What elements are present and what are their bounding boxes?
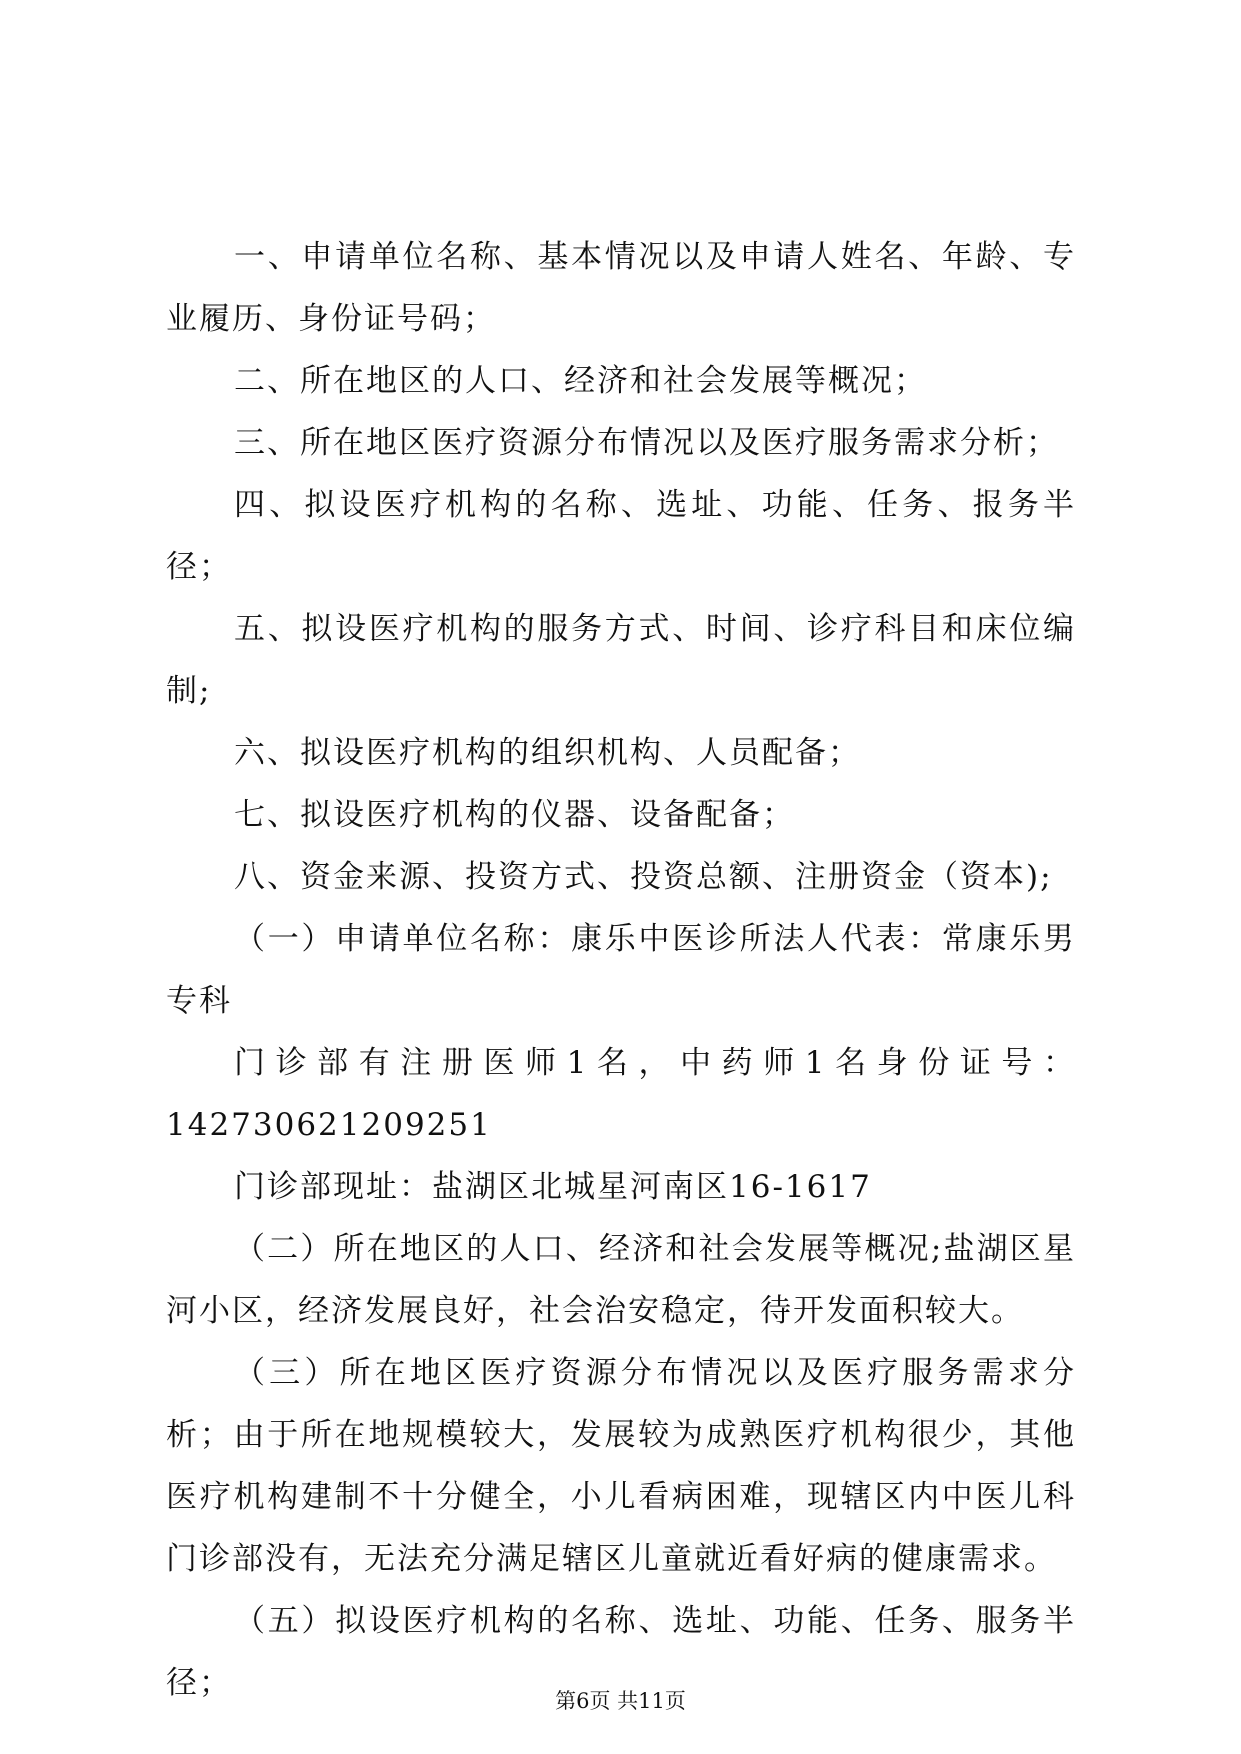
paragraph-12: （二）所在地区的人口、经济和社会发展等概况;盐湖区星河小区，经济发展良好，社会治安稳定，待开发面积较大。 — [166, 1231, 1076, 1329]
paragraph-10: 门诊部有注册医师1名，中药师1名身份证号：142730621209251 — [166, 1045, 1076, 1143]
paragraph-7: 七、拟设医疗机构的仪器、设备配备； — [234, 797, 795, 833]
paragraph-2: 二、所在地区的人口、经济和社会发展等概况； — [234, 363, 927, 399]
paragraph-8: 八、资金来源、投资方式、投资总额、注册资金（资本); — [234, 859, 1053, 895]
page-footer: 第6页 共11页 — [555, 1689, 686, 1713]
paragraph-9: （一）申请单位名称：康乐中医诊所法人代表：常康乐男专科 — [166, 921, 1076, 1019]
paragraph-6: 六、拟设医疗机构的组织机构、人员配备； — [234, 735, 861, 771]
paragraph-1: 一、申请单位名称、基本情况以及申请人姓名、年龄、专业履历、身份证号码； — [166, 239, 1076, 337]
document-body — [166, 226, 1076, 1714]
paragraph-3: 三、所在地区医疗资源分布情况以及医疗服务需求分析； — [234, 425, 1059, 461]
paragraph-11: 门诊部现址：盐湖区北城星河南区16-1617 — [234, 1169, 872, 1205]
paragraph-14: （五）拟设医疗机构的名称、选址、功能、任务、服务半径； — [166, 1603, 1076, 1701]
paragraph-4: 四、拟设医疗机构的名称、选址、功能、任务、报务半径； — [166, 487, 1076, 585]
paragraph-13: （三）所在地区医疗资源分布情况以及医疗服务需求分析；由于所在地规模较大，发展较为成熟医疗机构很少，其他医疗机构建制不十分健全，小儿看病困难，现辖区内中医儿科门诊部没有，无法充分满足辖区儿童就近看好病的健康需求。 — [166, 1355, 1076, 1577]
paragraph-5: 五、拟设医疗机构的服务方式、时间、诊疗科目和床位编制; — [166, 611, 1076, 709]
